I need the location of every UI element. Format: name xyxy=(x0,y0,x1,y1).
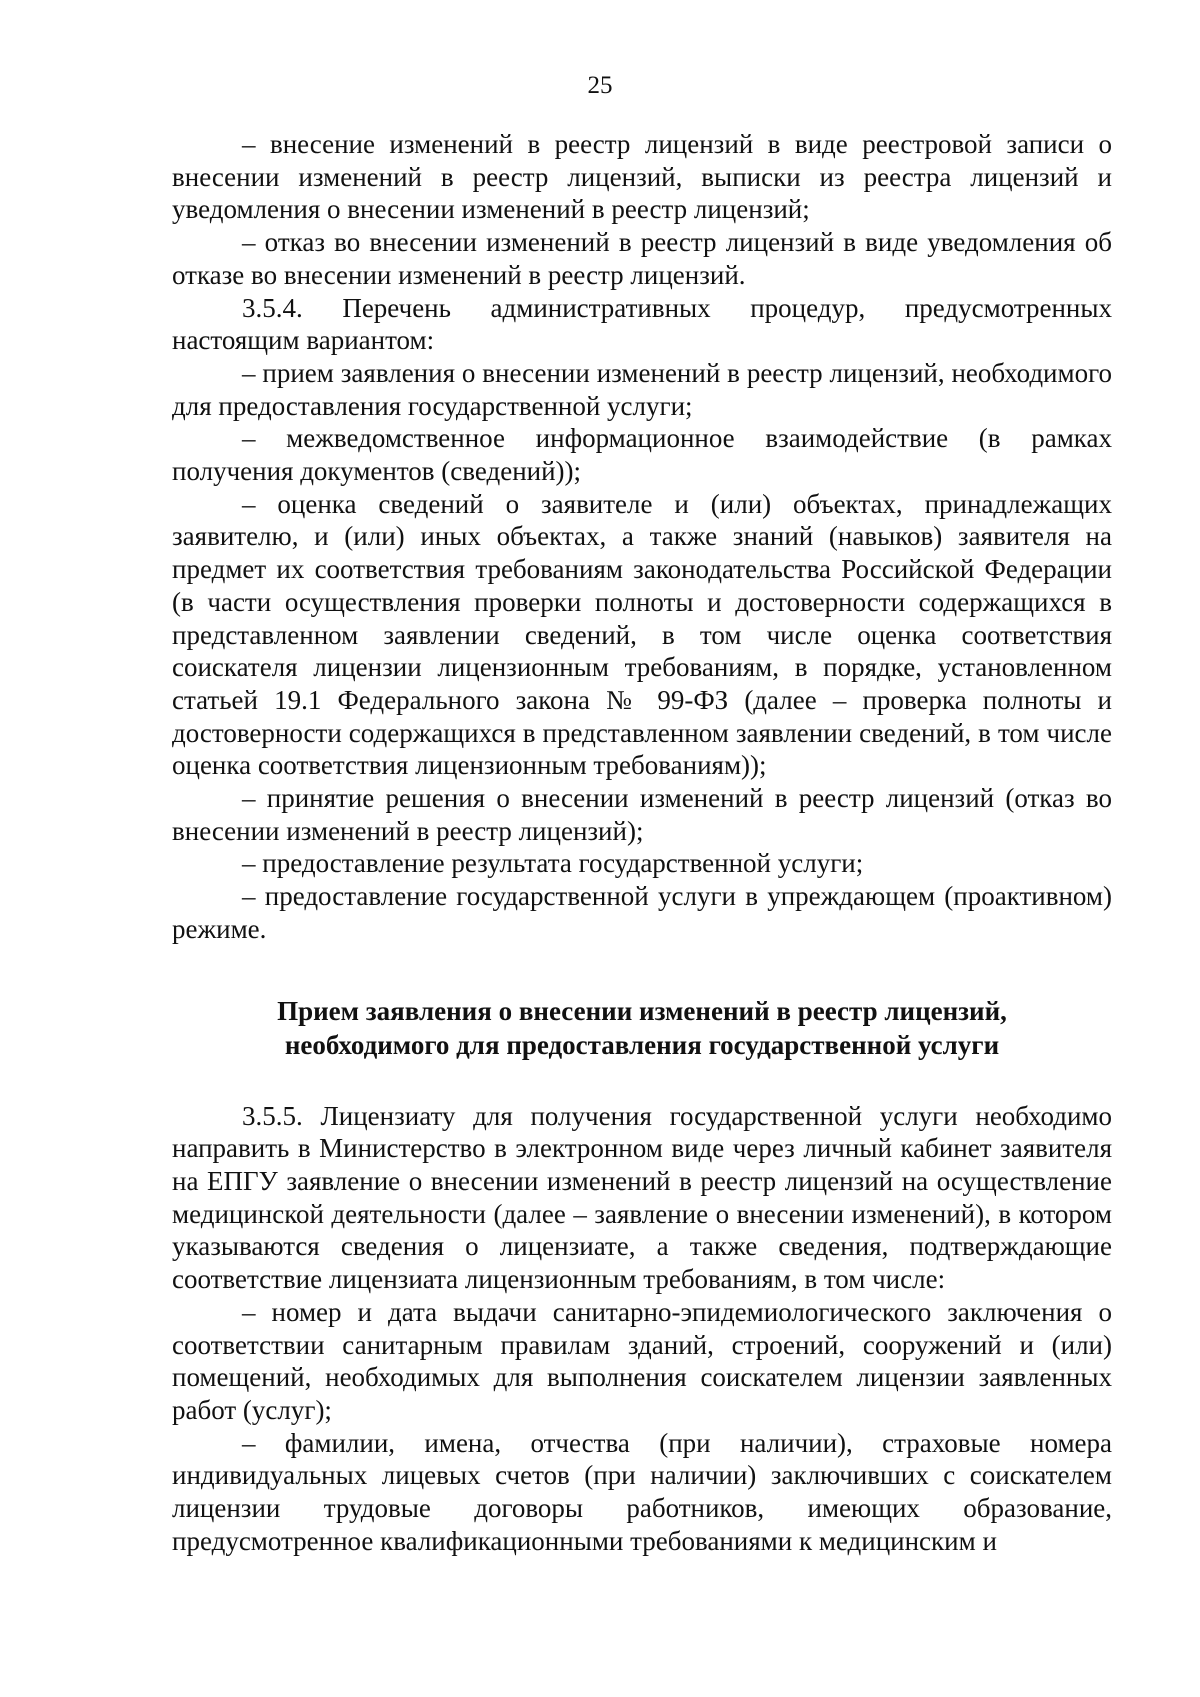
document-body xyxy=(172,128,1112,1557)
bullet-paragraph: – предоставление результата государственной услуги; xyxy=(242,848,864,879)
section-heading-line-2: необходимого для предоставления государственной услуги xyxy=(284,1029,1000,1060)
bullet-paragraph: – межведомственное информационное взаимодействие (в рамках получения документов (сведений)); xyxy=(172,423,1112,487)
bullet-paragraph: – внесение изменений в реестр лицензий в виде реестровой записи о внесении изменений в реестр лицензий, выписки из реестра лицензий и уведомления о внесении изменений в реестр лицензий; xyxy=(172,129,1112,225)
bullet-paragraph: – фамилии, имена, отчества (при наличии), страховые номера индивидуальных лицевых счетов (при наличии) заключивших с соискателем лицензии трудовые договоры работников, имеющих образование, предусмотренное квалификационными требованиями к медицинским и xyxy=(172,1427,1112,1556)
bullet-paragraph: – принятие решения о внесении изменений в реестр лицензий (отказ во внесении изменений в реестр лицензий); xyxy=(172,783,1112,846)
clause-paragraph: 3.5.4. Перечень административных процедур, предусмотренных настоящим вариантом: xyxy=(172,292,1112,356)
bullet-paragraph: – оценка сведений о заявителе и (или) объектах, принадлежащих заявителю, и (или) иных объектах, а также знаний (навыков) заявителя на предмет их соответствия требованиям законодательства Российской Федерации (в части осуществления проверки полноты и достоверности содержащихся в представленном заявлении сведений, в том числе оценка соответствия соискателя лицензии лицензионным требованиям, в порядке, установленном статьей 19.1 Федерального закона № 99-ФЗ (далее – проверка полноты и достоверности содержащихся в представленном заявлении сведений, в том числе оценка соответствия лицензионным требованиям)); xyxy=(172,488,1112,781)
bullet-paragraph: – предоставление государственной услуги в упреждающем (проактивном) режиме. xyxy=(172,881,1112,944)
bullet-paragraph: – прием заявления о внесении изменений в реестр лицензий, необходимого для предоставления государственной услуги; xyxy=(172,357,1112,421)
bullet-paragraph: – номер и дата выдачи санитарно-эпидемиологического заключения о соответствии санитарным правилам зданий, строений, сооружений и (или) помещений, необходимых для выполнения соискателем лицензии заявленных работ (услуг); xyxy=(172,1296,1112,1425)
clause-paragraph: 3.5.5. Лицензиату для получения государственной услуги необходимо направить в Министерство в электронном виде через личный кабинет заявителя на ЕПГУ заявление о внесении изменений в реестр лицензий на осуществление медицинской деятельности (далее – заявление о внесении изменений), в котором указываются сведения о лицензиате, а также сведения, подтверждающие соответствие лицензиата лицензионным требованиям, в том числе: xyxy=(172,1100,1112,1295)
section-heading-line-1: Прием заявления о внесении изменений в реестр лицензий, xyxy=(277,995,1007,1026)
bullet-paragraph: – отказ во внесении изменений в реестр лицензий в виде уведомления об отказе во внесении изменений в реестр лицензий. xyxy=(172,227,1112,290)
page-number: 25 xyxy=(587,72,613,99)
section-heading xyxy=(172,994,1112,1062)
